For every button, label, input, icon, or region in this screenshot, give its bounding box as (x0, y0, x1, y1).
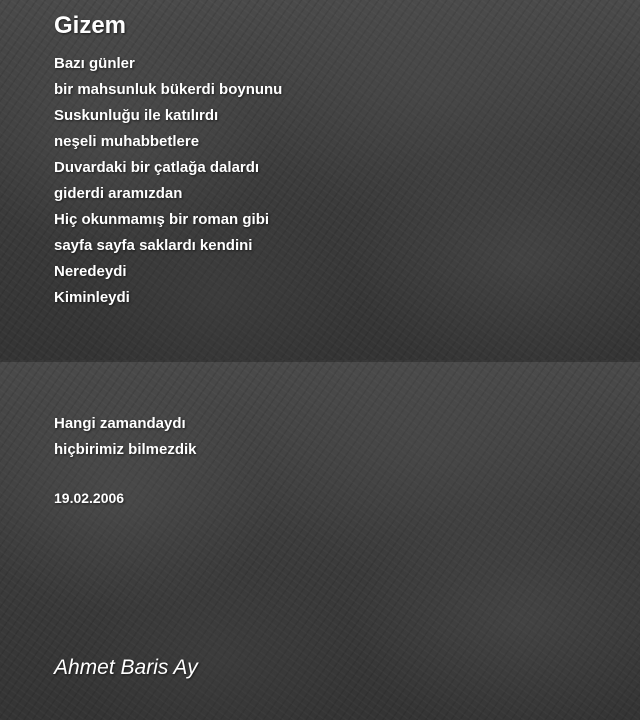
poem-author: Ahmet Baris Ay (54, 656, 198, 679)
poem-stanza-one (54, 51, 282, 311)
poem-line: sayfa sayfa saklardı kendini (54, 237, 253, 254)
poem-line: Duvardaki bir çatlağa dalardı (54, 159, 260, 176)
poem-line: Kiminleydi (54, 289, 130, 306)
poem-title: Gizem (54, 12, 127, 39)
poem-stanza-two (54, 411, 197, 463)
poem-line: Bazı günler (54, 55, 135, 72)
poem-card-bottom (0, 360, 640, 720)
poem-line: Neredeydi (54, 263, 127, 280)
poem-line: bir mahsunluk bükerdi boynunu (54, 81, 283, 98)
poem-line: Hangi zamandaydı (54, 415, 186, 432)
poem-date: 19.02.2006 (54, 490, 125, 506)
poem-line: neşeli muhabbetlere (54, 133, 200, 150)
poem-line: Suskunluğu ile katılırdı (54, 107, 219, 124)
poem-line: Hiç okunmamış bir roman gibi (54, 211, 270, 228)
poem-line: giderdi aramızdan (54, 185, 183, 202)
poem-line: hiçbirimiz bilmezdik (54, 441, 197, 458)
